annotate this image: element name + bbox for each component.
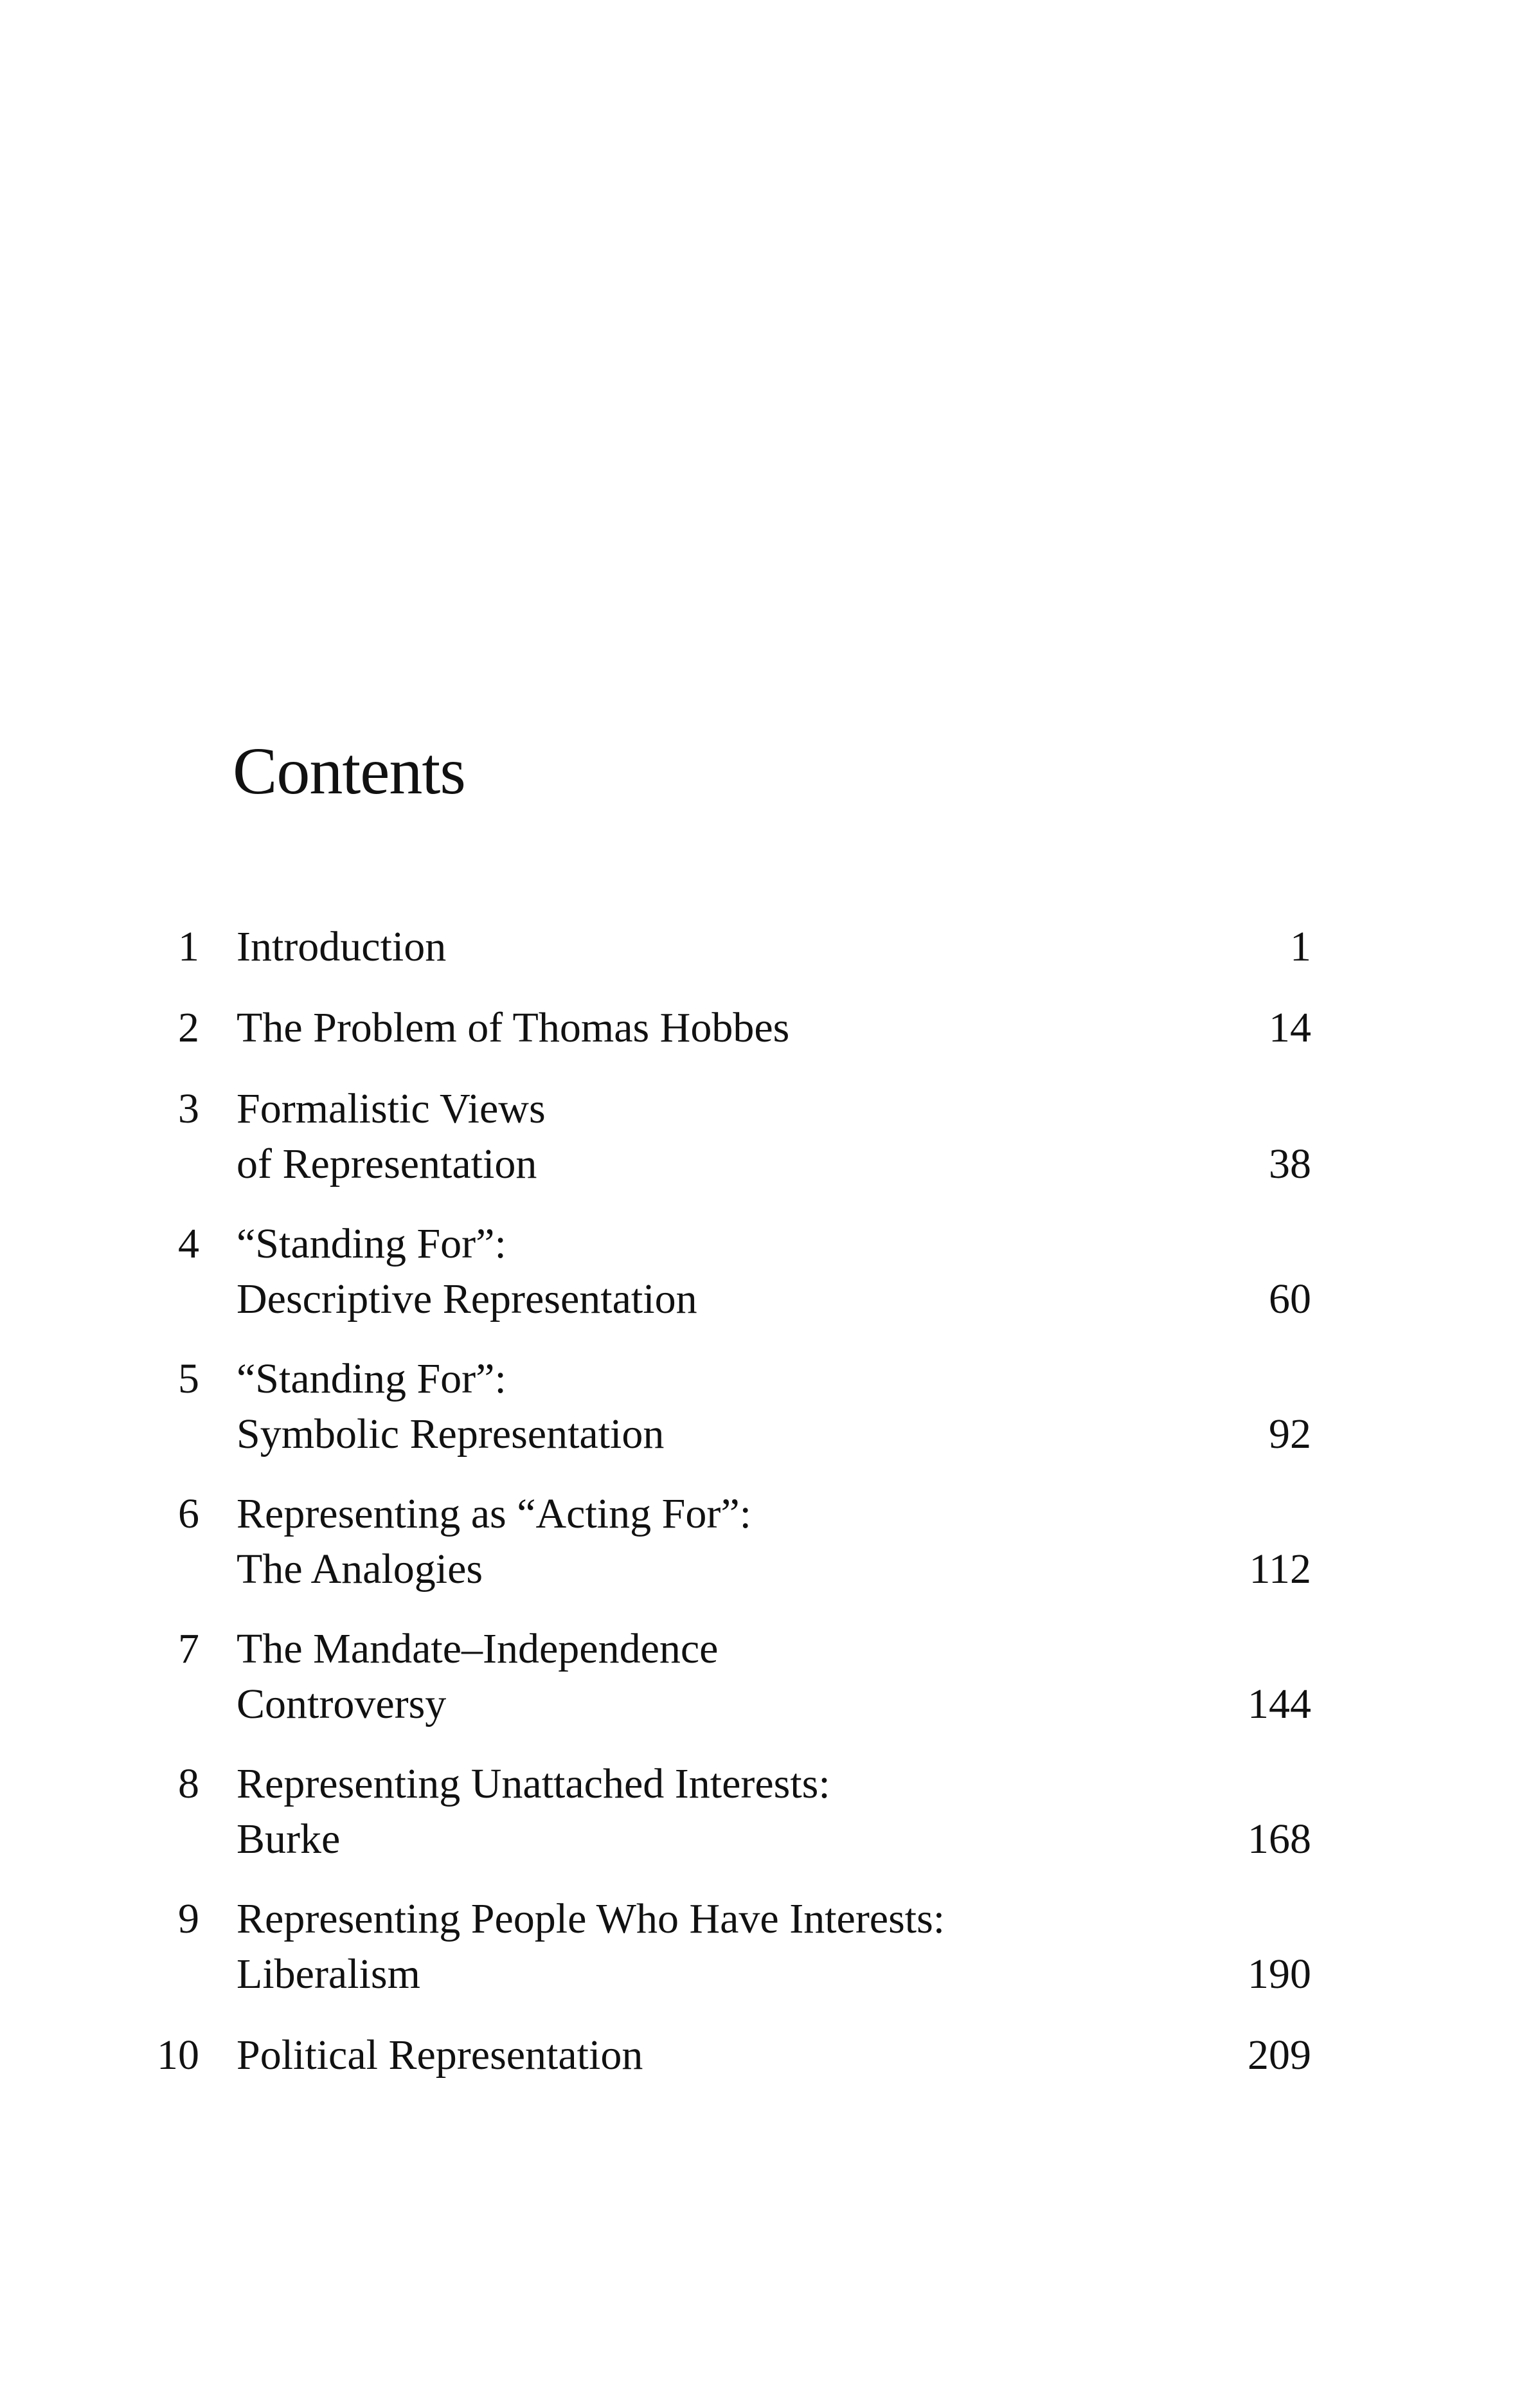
chapter-number: 1 [178,923,199,970]
chapter-title-line: Formalistic Views [237,1085,546,1132]
chapter-number: 7 [178,1625,199,1672]
chapter-title-line: Political Representation [237,2032,643,2079]
page-number: 190 [1248,1951,1311,1998]
page-number: 38 [1269,1141,1311,1187]
page-number: 60 [1269,1276,1311,1322]
chapter-title [237,2028,1168,2083]
chapter-title [237,1216,1168,1327]
chapter-title [237,919,1168,975]
chapter-title [237,1351,1168,1462]
chapter-title [237,1756,1168,1867]
chapter-title-line: The Problem of Thomas Hobbes [237,1004,790,1051]
page-number: 209 [1248,2032,1311,2079]
chapter-title-line: “Standing For”: [237,1220,506,1267]
chapter-title-line: “Standing For”: [237,1355,506,1402]
page-number: 92 [1269,1411,1311,1457]
chapter-number: 3 [178,1085,199,1132]
chapter-number: 10 [157,2032,199,2079]
chapter-title-line: Introduction [237,923,447,970]
chapter-title [237,1486,1168,1597]
chapter-title-line: Representing Unattached Interests: [237,1760,830,1807]
chapter-title-line: Descriptive Representation [237,1276,697,1322]
chapter-title-line: Representing People Who Have Interests: [237,1895,945,1942]
chapter-title [237,1000,1168,1056]
chapter-number: 6 [178,1490,199,1537]
chapter-title [237,1891,1168,2002]
page-number: 168 [1248,1816,1311,1863]
chapter-title-line: Representing as “Acting For”: [237,1490,751,1537]
chapter-title [237,1621,1168,1732]
page-title: Contents [233,734,465,808]
chapter-title-line: of Representation [237,1141,537,1187]
chapter-title-line: Liberalism [237,1951,420,1998]
chapter-title-line: Controversy [237,1681,447,1728]
chapter-number: 2 [178,1004,199,1051]
chapter-title-line: The Analogies [237,1546,483,1592]
chapter-number: 8 [178,1760,199,1807]
chapter-number: 4 [178,1220,199,1267]
page-number: 144 [1248,1681,1311,1728]
chapter-title [237,1081,1168,1192]
chapter-title-line: Burke [237,1816,341,1863]
page-number: 14 [1269,1004,1311,1051]
page-number: 1 [1290,923,1311,970]
chapter-number: 5 [178,1355,199,1402]
chapter-title-line: The Mandate–Independence [237,1625,719,1672]
chapter-title-line: Symbolic Representation [237,1411,665,1457]
page-number: 112 [1249,1546,1311,1592]
chapter-number: 9 [178,1895,199,1942]
